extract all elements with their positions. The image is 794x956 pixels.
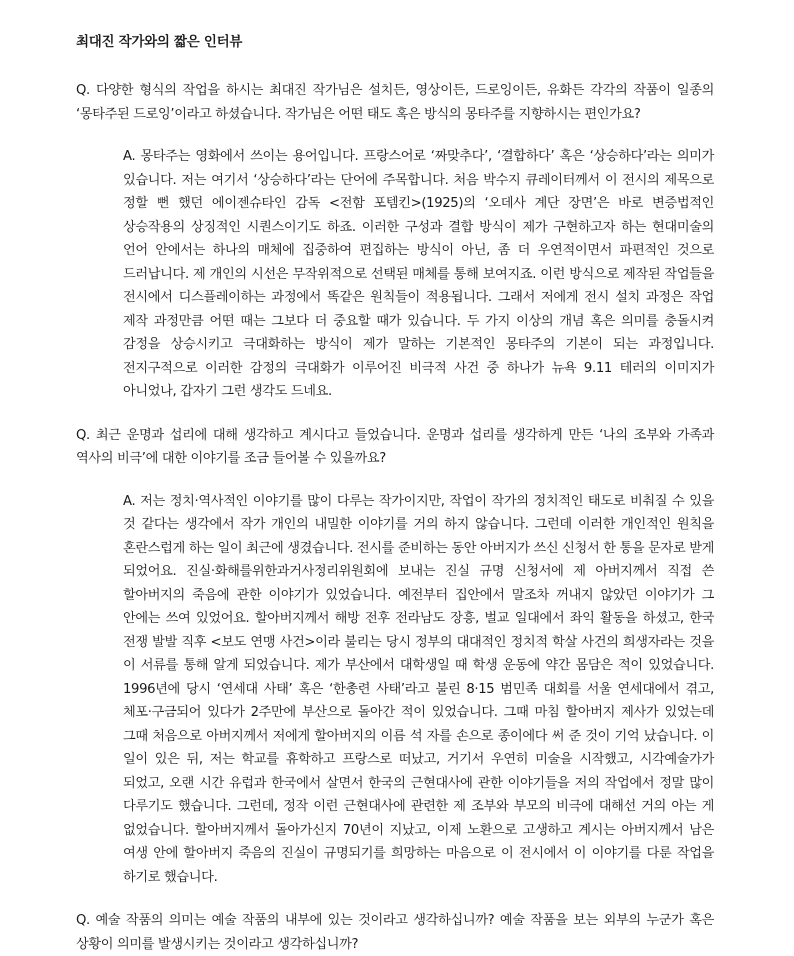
question-paragraph: Q. 최근 운명과 섭리에 대해 생각하고 계시다고 들었습니다. 운명과 섭리를 생각하게 만든 ‘나의 조부와 가족과 역사의 비극’에 대한 이야기를 조금 들어볼 수 있을까요?	[76, 427, 714, 466]
question-paragraph: Q. 예술 작품의 의미는 예술 작품의 내부에 있는 것이라고 생각하십니까? 예술 작품을 보는 외부의 누군가 혹은 상황이 의미를 발생시키는 것이라고 생각하십니까?	[76, 913, 714, 952]
answer-paragraph: A. 저는 정치·역사적인 이야기를 많이 다루는 작가이지만, 작업이 작가의 정치적인 태도로 비춰질 수 있을 것 같다는 생각에서 작가 개인의 내밀한 이야기를 거의 하지 않습니다. 그런데 이러한 개인적인 원칙을 혼란스럽게 하는 일이 최근에 생겼습니다. 전시를 준비하는 동안 아버지가 쓰신 신청서 한 통을 문자로 받게 되었어요. 진실·화해를위한과거사정리위원회에 보내는 진실 규명 신청서에 제 아버지께서 직접 쓴 할아버지의 죽음에 관한 이야기가 있었습니다. 예전부터 집안에서 말조차 꺼내지 않았던 이야기가 그 안에는 쓰여 있었어요. 할아버지께서 해방 전후 전라남도 장흥, 벌교 일대에서 좌익 활동을 하셨고, 한국 전쟁 발발 직후 <보도 연맹 사건>이라 불리는 당시 정부의 대대적인 정치적 학살 사건의 희생자라는 것을 이 서류를 통해 알게 되었습니다. 제가 부산에서 대학생일 때 학생 운동에 약간 몸담은 적이 있었습니다. 1996년에 당시 ‘연세대 사태’ 혹은 ‘한총련 사태’라고 불린 8·15 범민족 대회를 서울 연세대에서 겪고, 체포·구금되어 있다가 2주만에 부산으로 돌아간 적이 있었습니다. 그때 마침 할아버지 제사가 있었는데 그때 처음으로 아버지께서 저에게 할아버지의 이름 석 자를 손으로 종이에다 써 준 것이 기억 났습니다. 이 일이 있은 뒤, 저는 학교를 휴학하고 프랑스로 떠났고, 거기서 우연히 미술을 시작했고, 시각예술가가 되었고, 오랜 시간 유럽과 한국에서 살면서 한국의 근현대사에 관한 이야기들을 저의 작업에서 정말 많이 다루기도 했습니다. 그런데, 정작 이런 근현대사에 관련한 제 조부와 부모의 비극에 대해선 거의 아는 게 없었습니다. 할아버지께서 돌아가신지 70년이 지났고, 이제 노환으로 고생하고 계시는 아버지께서 남은 여생 안에 할아버지 죽음의 진실이 규명되기를 희망하는 마음으로 이 전시에서 이 이야기를 다룬 작업을 하기로 했습니다.	[123, 493, 714, 885]
question-paragraph: Q. 다양한 형식의 작업을 하시는 최대진 작가님은 설치든, 영상이든, 드로잉이든, 유화든 각각의 작품이 일종의 ‘몽타주된 드로잉’이라고 하셨습니다. 작가님은 어떤 태도 혹은 방식의 몽타주를 지향하시는 편인가요?	[76, 83, 714, 122]
answer-paragraph: A. 몽타주는 영화에서 쓰이는 용어입니다. 프랑스어로 ‘짜맞추다’, ‘결합하다’ 혹은 ‘상승하다’라는 의미가 있습니다. 저는 여기서 ‘상승하다’라는 단어에 주목합니다. 처음 박수지 큐레이터께서 이 전시의 제목으로 정할 뻔 했던 에이젠슈타인 감독 <전함 포템킨>(1925)의 ‘오데사 계단 장면’은 바로 변증법적인 상승작용의 상징적인 시퀀스이기도 하죠. 이러한 구성과 결합 방식이 제가 구현하고자 하는 현대미술의 언어 안에서는 하나의 매체에 집중하여 편집하는 방식이 아닌, 좀 더 우연적이면서 파편적인 것으로 드러납니다. 제 개인의 시선은 무작위적으로 선택된 매체를 통해 보여지죠. 이런 방식으로 제작된 작업들을 전시에서 디스플레이하는 과정에서 똑같은 원칙들이 적용됩니다. 그래서 저에게 전시 설치 과정은 작업 제작 과정만큼 어떤 때는 그보다 더 중요할 때가 있습니다. 두 가지 이상의 개념 혹은 의미를 충돌시켜 감정을 상승시키고 극대화하는 방식이 제가 말하는 기본적인 몽타주의 기본이 되는 과정입니다. 전지구적으로 이러한 감정의 극대화가 이루어진 비극적 사건 중 하나가 뉴욕 9.11 테러의 이미지가 아니었나, 갑자기 그런 생각도 드네요.	[123, 149, 714, 399]
page-title: 최대진 작가와의 짧은 인터뷰	[76, 34, 243, 50]
